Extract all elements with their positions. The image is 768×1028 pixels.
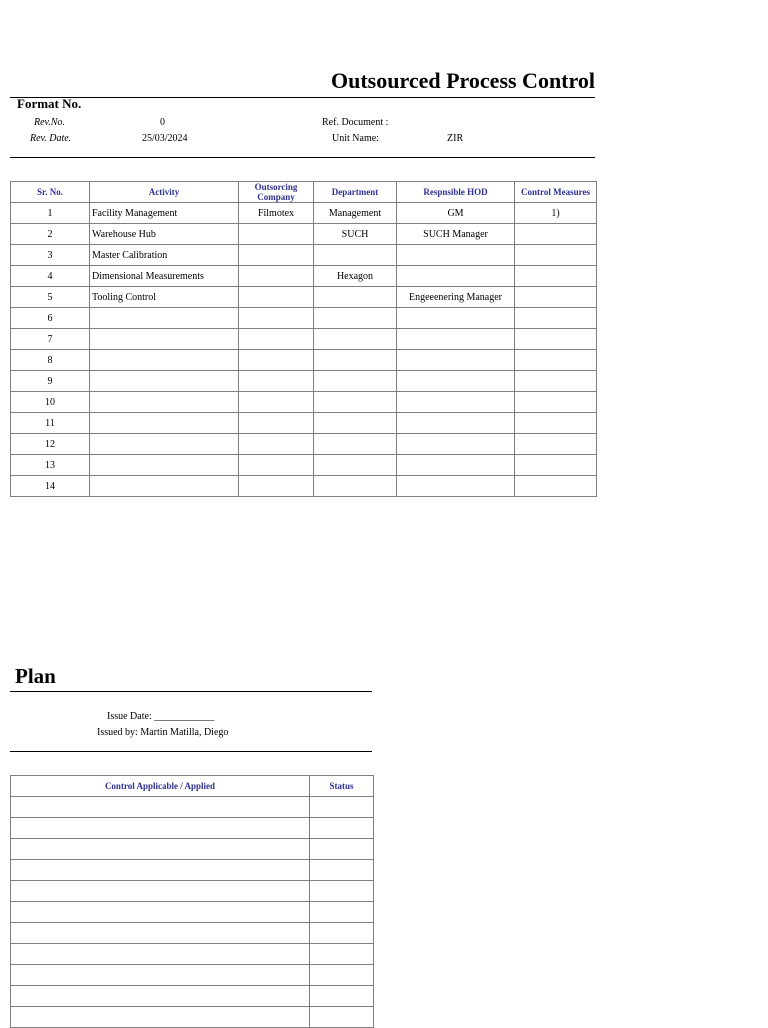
cell-department — [314, 371, 397, 392]
cell-responsible-hod — [397, 350, 515, 371]
cell-status — [310, 881, 374, 902]
cell-control-applicable — [11, 881, 310, 902]
cell-activity: Dimensional Measurements — [90, 266, 239, 287]
cell-department: Hexagon — [314, 266, 397, 287]
table-row — [11, 902, 374, 923]
cell-department — [314, 455, 397, 476]
ref-document-label: Ref. Document : — [322, 117, 389, 128]
cell-outsourcing-company — [239, 392, 314, 413]
cell-control-applicable — [11, 923, 310, 944]
cell-control-applicable — [11, 860, 310, 881]
issued-by-label: Issued by: — [97, 727, 138, 738]
table-row — [11, 350, 597, 371]
plan-table-header-row — [11, 776, 374, 797]
cell-responsible-hod — [397, 266, 515, 287]
cell-sr-no: 1 — [11, 203, 90, 224]
cell-activity — [90, 455, 239, 476]
cell-control-measures — [515, 413, 597, 434]
cell-responsible-hod — [397, 434, 515, 455]
outsourced-process-table — [10, 181, 597, 497]
cell-sr-no: 5 — [11, 287, 90, 308]
cell-outsourcing-company — [239, 413, 314, 434]
issued-by-line — [97, 727, 228, 738]
cell-outsourcing-company: Filmotex — [239, 203, 314, 224]
column-header-outsourcing-company: Outsorcing Company — [239, 182, 314, 203]
cell-responsible-hod — [397, 329, 515, 350]
column-header-control-applicable: Control Applicable / Applied — [11, 776, 310, 797]
cell-department — [314, 392, 397, 413]
format-number-label: Format No. — [17, 96, 82, 111]
cell-control-applicable — [11, 818, 310, 839]
cell-responsible-hod — [397, 476, 515, 497]
cell-department: Management — [314, 203, 397, 224]
cell-sr-no: 2 — [11, 224, 90, 245]
cell-control-measures — [515, 224, 597, 245]
table-row — [11, 860, 374, 881]
table-row — [11, 455, 597, 476]
cell-sr-no: 3 — [11, 245, 90, 266]
title-rule — [10, 97, 595, 98]
cell-control-measures — [515, 455, 597, 476]
cell-control-applicable — [11, 839, 310, 860]
rev-date-label: Rev. Date. — [30, 133, 72, 144]
cell-control-measures — [515, 287, 597, 308]
cell-department — [314, 287, 397, 308]
table-row — [11, 308, 597, 329]
cell-status — [310, 797, 374, 818]
cell-sr-no: 12 — [11, 434, 90, 455]
rev-date-value: 25/03/2024 — [142, 133, 188, 144]
cell-control-measures — [515, 392, 597, 413]
document-title: Outsourced Process Control — [331, 68, 595, 93]
cell-status — [310, 965, 374, 986]
cell-activity: Master Calibration — [90, 245, 239, 266]
table-row — [11, 797, 374, 818]
table-row — [11, 392, 597, 413]
header-bottom-rule — [10, 157, 595, 158]
cell-control-applicable — [11, 944, 310, 965]
cell-outsourcing-company — [239, 266, 314, 287]
cell-control-applicable — [11, 986, 310, 1007]
rev-no-label: Rev.No. — [34, 117, 65, 128]
cell-outsourcing-company — [239, 434, 314, 455]
cell-control-applicable — [11, 965, 310, 986]
table-row — [11, 839, 374, 860]
cell-responsible-hod — [397, 245, 515, 266]
cell-sr-no: 11 — [11, 413, 90, 434]
table-row — [11, 413, 597, 434]
cell-outsourcing-company — [239, 308, 314, 329]
cell-department — [314, 308, 397, 329]
cell-status — [310, 839, 374, 860]
cell-control-measures: 1) — [515, 203, 597, 224]
cell-activity: Tooling Control — [90, 287, 239, 308]
table-row — [11, 1007, 374, 1028]
unit-name-label: Unit Name: — [332, 133, 379, 144]
cell-sr-no: 4 — [11, 266, 90, 287]
cell-sr-no: 6 — [11, 308, 90, 329]
column-header-department: Department — [314, 182, 397, 203]
cell-department — [314, 413, 397, 434]
cell-control-applicable — [11, 902, 310, 923]
issue-date-value: ____________ — [154, 711, 215, 722]
cell-responsible-hod: Engeeenering Manager — [397, 287, 515, 308]
cell-control-measures — [515, 371, 597, 392]
cell-status — [310, 860, 374, 881]
table-row — [11, 224, 597, 245]
cell-responsible-hod — [397, 308, 515, 329]
cell-activity — [90, 350, 239, 371]
table-row — [11, 434, 597, 455]
plan-header-rule — [10, 751, 372, 752]
cell-sr-no: 10 — [11, 392, 90, 413]
cell-responsible-hod — [397, 413, 515, 434]
cell-control-measures — [515, 329, 597, 350]
cell-responsible-hod: GM — [397, 203, 515, 224]
column-header-sr-no: Sr. No. — [11, 182, 90, 203]
cell-sr-no: 8 — [11, 350, 90, 371]
cell-control-measures — [515, 308, 597, 329]
table-row — [11, 203, 597, 224]
cell-sr-no: 7 — [11, 329, 90, 350]
table-row — [11, 965, 374, 986]
cell-control-measures — [515, 350, 597, 371]
cell-outsourcing-company — [239, 287, 314, 308]
plan-title: Plan — [15, 664, 56, 688]
table-row — [11, 986, 374, 1007]
cell-outsourcing-company — [239, 371, 314, 392]
table-row — [11, 245, 597, 266]
cell-sr-no: 9 — [11, 371, 90, 392]
table-row — [11, 881, 374, 902]
table-row — [11, 371, 597, 392]
cell-department — [314, 350, 397, 371]
cell-activity — [90, 476, 239, 497]
cell-department — [314, 329, 397, 350]
column-header-control-measures: Control Measures — [515, 182, 597, 203]
issue-date-line — [107, 711, 214, 722]
cell-control-measures — [515, 266, 597, 287]
cell-control-measures — [515, 476, 597, 497]
cell-responsible-hod — [397, 371, 515, 392]
cell-control-measures — [515, 434, 597, 455]
cell-sr-no: 14 — [11, 476, 90, 497]
cell-activity — [90, 308, 239, 329]
cell-activity — [90, 413, 239, 434]
cell-control-applicable — [11, 1007, 310, 1028]
cell-department — [314, 476, 397, 497]
issue-date-label: Issue Date: — [107, 711, 152, 722]
rev-no-value: 0 — [160, 117, 165, 128]
column-header-activity: Activity — [90, 182, 239, 203]
cell-department — [314, 245, 397, 266]
cell-status — [310, 986, 374, 1007]
cell-status — [310, 944, 374, 965]
cell-outsourcing-company — [239, 455, 314, 476]
cell-outsourcing-company — [239, 350, 314, 371]
table-row — [11, 944, 374, 965]
cell-status — [310, 902, 374, 923]
cell-responsible-hod — [397, 455, 515, 476]
cell-outsourcing-company — [239, 476, 314, 497]
process-table-header-row — [11, 182, 597, 203]
cell-status — [310, 818, 374, 839]
table-row — [11, 923, 374, 944]
cell-responsible-hod: SUCH Manager — [397, 224, 515, 245]
cell-department — [314, 434, 397, 455]
column-header-status: Status — [310, 776, 374, 797]
table-row — [11, 818, 374, 839]
cell-activity — [90, 329, 239, 350]
issued-by-value: Martin Matilla, Diego — [140, 727, 229, 738]
cell-activity — [90, 392, 239, 413]
cell-control-measures — [515, 245, 597, 266]
table-row — [11, 287, 597, 308]
control-plan-table — [10, 775, 374, 1028]
cell-outsourcing-company — [239, 224, 314, 245]
cell-control-applicable — [11, 797, 310, 818]
column-header-responsible-hod: Respnsible HOD — [397, 182, 515, 203]
cell-activity: Warehouse Hub — [90, 224, 239, 245]
cell-status — [310, 1007, 374, 1028]
cell-outsourcing-company — [239, 245, 314, 266]
table-row — [11, 329, 597, 350]
cell-status — [310, 923, 374, 944]
cell-activity — [90, 434, 239, 455]
plan-title-rule — [10, 691, 372, 692]
cell-responsible-hod — [397, 392, 515, 413]
cell-activity: Facility Management — [90, 203, 239, 224]
cell-outsourcing-company — [239, 329, 314, 350]
unit-name-value: ZIR — [447, 133, 464, 144]
table-row — [11, 266, 597, 287]
cell-activity — [90, 371, 239, 392]
cell-sr-no: 13 — [11, 455, 90, 476]
table-row — [11, 476, 597, 497]
cell-department: SUCH — [314, 224, 397, 245]
